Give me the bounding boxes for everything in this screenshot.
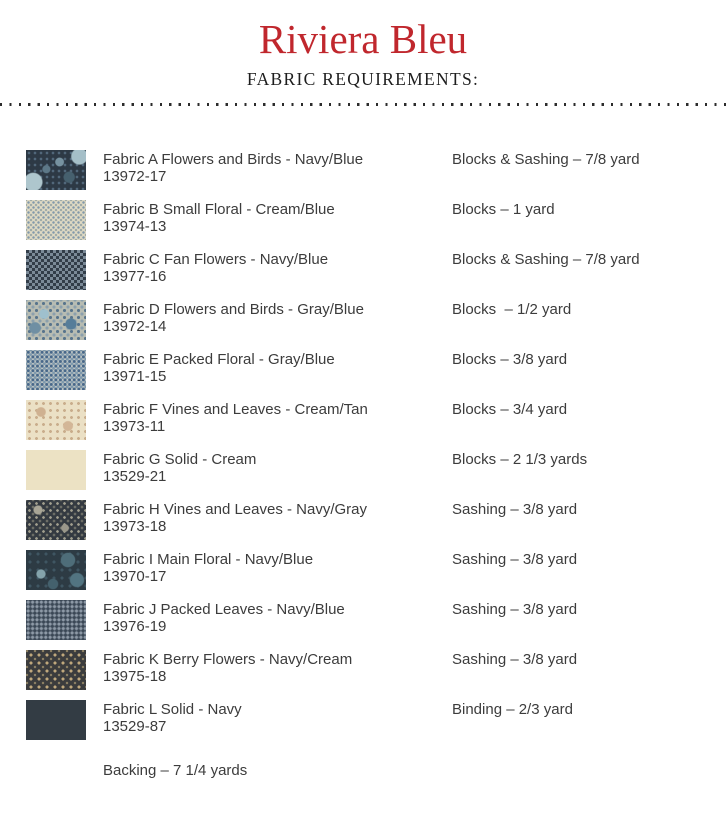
fabric-swatch-k	[26, 650, 86, 690]
fabric-info	[103, 400, 452, 436]
fabric-name: Fabric J Packed Leaves - Navy/Blue	[103, 600, 345, 618]
fabric-code: 13970-17	[103, 568, 167, 586]
fabric-row-h	[26, 500, 726, 550]
fabric-code: 13973-18	[103, 518, 167, 536]
fabric-info	[103, 250, 452, 286]
fabric-info	[103, 300, 452, 336]
fabric-row-b	[26, 200, 726, 250]
page-title: Riviera Bleu	[258, 16, 468, 62]
fabric-info	[103, 550, 452, 586]
fabric-swatch-h	[26, 500, 86, 540]
fabric-name: Fabric H Vines and Leaves - Navy/Gray	[103, 500, 368, 518]
fabric-row-c	[26, 250, 726, 300]
fabric-name: Fabric L Solid - Navy	[103, 700, 242, 718]
fabric-swatch-a	[26, 150, 86, 190]
fabric-name: Fabric B Small Floral - Cream/Blue	[103, 200, 335, 218]
fabric-name: Fabric I Main Floral - Navy/Blue	[103, 550, 314, 568]
fabric-name: Fabric D Flowers and Birds - Gray/Blue	[103, 300, 364, 318]
fabric-row-j	[26, 600, 726, 650]
fabric-requirement: Sashing – 3/8 yard	[452, 650, 578, 668]
fabric-requirement: Blocks – 3/4 yard	[452, 400, 568, 418]
fabric-swatch-c	[26, 250, 86, 290]
fabric-name: Fabric K Berry Flowers - Navy/Cream	[103, 650, 353, 668]
fabric-code: 13974-13	[103, 218, 167, 236]
fabric-name: Fabric C Fan Flowers - Navy/Blue	[103, 250, 329, 268]
fabric-requirement: Sashing – 3/8 yard	[452, 550, 578, 568]
fabric-code: 13977-16	[103, 268, 167, 286]
fabric-info	[103, 650, 452, 686]
fabric-row-f	[26, 400, 726, 450]
fabric-requirement: Blocks – 1 yard	[452, 200, 555, 218]
fabric-name: Fabric A Flowers and Birds - Navy/Blue	[103, 150, 364, 168]
fabric-row-l	[26, 700, 726, 750]
fabric-info	[103, 350, 452, 386]
fabric-info	[103, 700, 452, 736]
fabric-row-g	[26, 450, 726, 500]
fabric-swatch-f	[26, 400, 86, 440]
fabric-info	[103, 500, 452, 536]
fabric-requirement: Blocks – 1/2 yard	[452, 300, 572, 318]
fabric-requirement: Binding – 2/3 yard	[452, 700, 573, 718]
fabric-code: 13971-15	[103, 368, 167, 386]
fabric-swatch-e	[26, 350, 86, 390]
fabric-row-k	[26, 650, 726, 700]
fabric-requirement: Sashing – 3/8 yard	[452, 600, 578, 618]
fabric-swatch-j	[26, 600, 86, 640]
fabric-code: 13976-19	[103, 618, 167, 636]
fabric-row-e	[26, 350, 726, 400]
fabric-code: 13975-18	[103, 668, 167, 686]
backing-requirement: Backing – 7 1/4 yards	[103, 761, 248, 779]
fabric-swatch-d	[26, 300, 86, 340]
fabric-code: 13972-14	[103, 318, 167, 336]
section-heading: FABRIC REQUIREMENTS:	[246, 69, 480, 89]
fabric-name: Fabric E Packed Floral - Gray/Blue	[103, 350, 335, 368]
dotted-divider	[0, 103, 726, 106]
fabric-row-d	[26, 300, 726, 350]
fabric-swatch-b	[26, 200, 86, 240]
fabric-info	[103, 450, 452, 486]
fabric-swatch-i	[26, 550, 86, 590]
fabric-row-a	[26, 150, 726, 200]
fabric-info	[103, 150, 452, 186]
fabric-row-i	[26, 550, 726, 600]
fabric-name: Fabric G Solid - Cream	[103, 450, 257, 468]
fabric-code: 13972-17	[103, 168, 167, 186]
fabric-requirement: Sashing – 3/8 yard	[452, 500, 578, 518]
fabric-requirement: Blocks & Sashing – 7/8 yard	[452, 150, 640, 168]
fabric-requirement: Blocks – 2 1/3 yards	[452, 450, 588, 468]
fabric-code: 13529-21	[103, 468, 167, 486]
fabric-info	[103, 600, 452, 636]
fabric-requirement: Blocks – 3/8 yard	[452, 350, 568, 368]
fabric-swatch-l	[26, 700, 86, 740]
fabric-info	[103, 200, 452, 236]
fabric-code: 13973-11	[103, 418, 166, 436]
fabric-list	[0, 150, 726, 750]
fabric-name: Fabric F Vines and Leaves - Cream/Tan	[103, 400, 368, 418]
fabric-swatch-g	[26, 450, 86, 490]
fabric-code: 13529-87	[103, 718, 167, 736]
fabric-requirement: Blocks & Sashing – 7/8 yard	[452, 250, 640, 268]
